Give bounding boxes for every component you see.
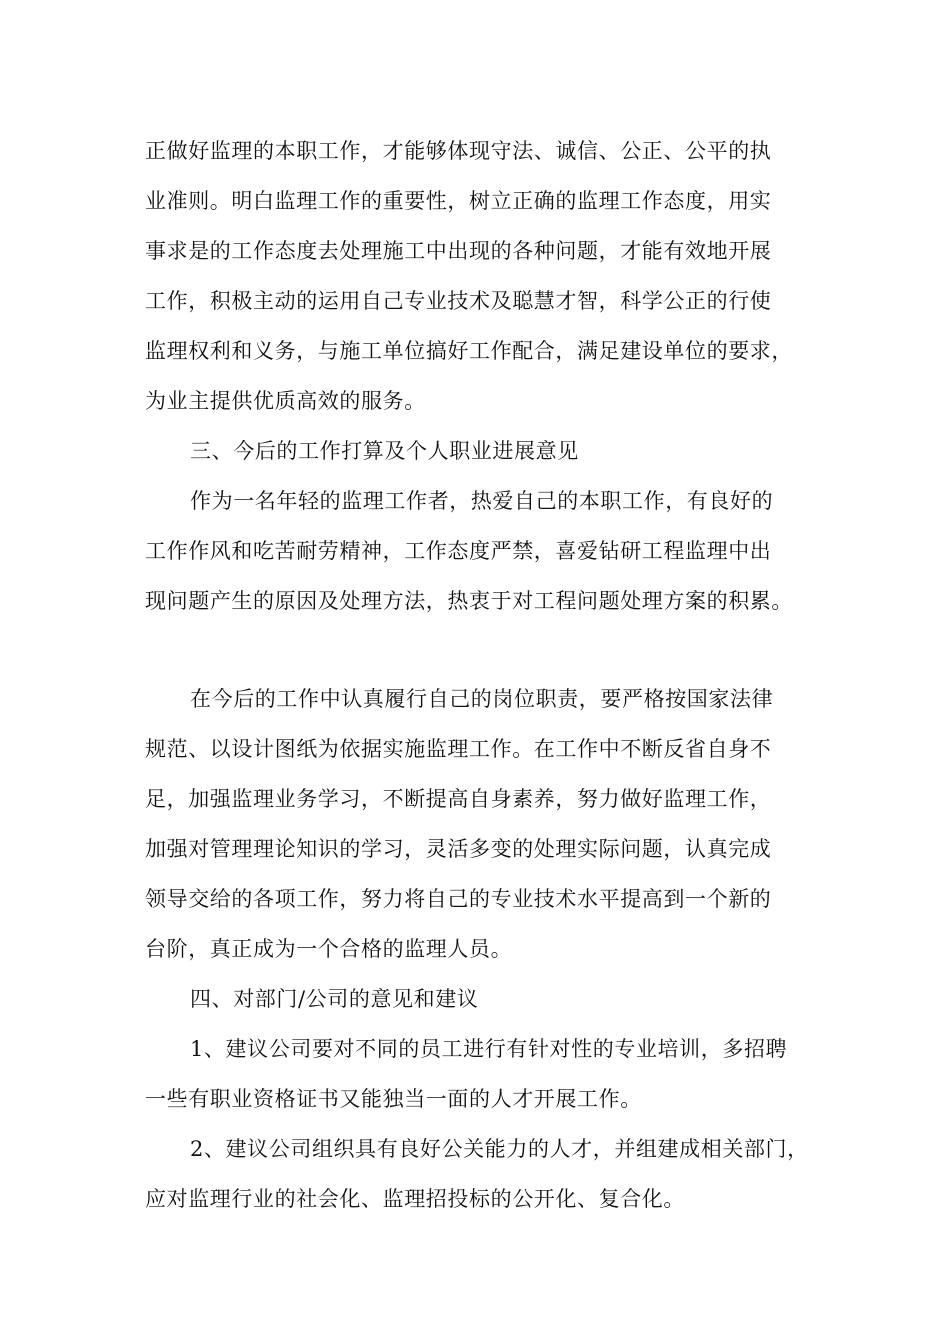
section-heading-4: 四、对部门/公司的意见和建议 [190, 987, 479, 1011]
paragraph-line: 加强对管理理论知识的学习，灵活多变的处理实际问题，认真完成 [145, 837, 772, 861]
paragraph-line: 工作作风和吃苦耐劳精神，工作态度严禁，喜爱钻研工程监理中出 [145, 539, 772, 563]
paragraph-line: 业准则。明白监理工作的重要性，树立正确的监理工作态度，用实 [145, 189, 772, 213]
paragraph-line: 事求是的工作态度去处理施工中出现的各种问题，才能有效地开展 [145, 239, 772, 263]
paragraph-line: 为业主提供优质高效的服务。 [145, 389, 426, 413]
paragraph-line: 规范、以设计图纸为依据实施监理工作。在工作中不断反省自身不 [145, 737, 772, 761]
section-heading-3: 三、今后的工作打算及个人职业进展意见 [190, 439, 579, 463]
paragraph-line: 在今后的工作中认真履行自己的岗位职责，要严格按国家法律 [190, 687, 774, 711]
suggestion-item-2: 2、建议公司组织具有良好公关能力的人才，并组建成相关部门， [190, 1137, 809, 1161]
paragraph-line: 应对监理行业的社会化、监理招投标的公开化、复合化。 [145, 1187, 685, 1211]
paragraph-line: 足，加强监理业务学习，不断提高自身素养，努力做好监理工作， [145, 787, 772, 811]
paragraph-line: 领导交给的各项工作，努力将自己的专业技术水平提高到一个新的 [145, 887, 772, 911]
paragraph-line: 现问题产生的原因及处理方法，热衷于对工程问题处理方案的积累。 [145, 589, 793, 613]
paragraph-line: 监理权利和义务，与施工单位搞好工作配合，满足建设单位的要求， [145, 339, 793, 363]
paragraph-line: 一些有职业资格证书又能独当一面的人才开展工作。 [145, 1087, 642, 1111]
paragraph-line: 正做好监理的本职工作，才能够体现守法、诚信、公正、公平的执 [145, 139, 772, 163]
paragraph-line: 台阶，真正成为一个合格的监理人员。 [145, 937, 513, 961]
suggestion-item-1: 1、建议公司要对不同的员工进行有针对性的专业培训，多招聘 [190, 1037, 788, 1061]
paragraph-line: 作为一名年轻的监理工作者，热爱自己的本职工作，有良好的 [190, 489, 774, 513]
paragraph-line: 工作，积极主动的运用自己专业技术及聪慧才智，科学公正的行使 [145, 289, 772, 313]
